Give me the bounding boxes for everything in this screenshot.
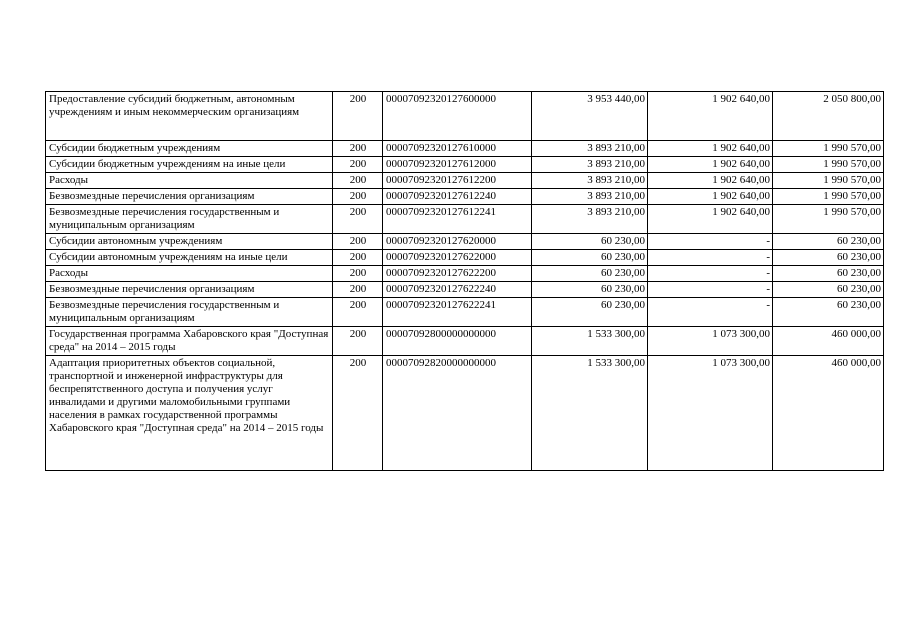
row-value-1: 3 893 210,00 xyxy=(532,173,648,189)
row-code: 200 xyxy=(333,141,383,157)
row-value-2: 1 902 640,00 xyxy=(648,141,773,157)
row-value-3: 60 230,00 xyxy=(773,298,884,327)
table-row xyxy=(46,266,884,282)
row-value-1: 60 230,00 xyxy=(532,234,648,250)
row-csr: 00007092320127612000 xyxy=(383,157,532,173)
row-code: 200 xyxy=(333,266,383,282)
table-row xyxy=(46,205,884,234)
row-name: Расходы xyxy=(46,173,333,189)
row-code: 200 xyxy=(333,234,383,250)
row-value-3: 1 990 570,00 xyxy=(773,173,884,189)
row-csr: 00007092320127600000 xyxy=(383,92,532,141)
row-value-2: 1 902 640,00 xyxy=(648,189,773,205)
table-row xyxy=(46,92,884,141)
row-value-1: 60 230,00 xyxy=(532,282,648,298)
row-name: Государственная программа Хабаровского края "Доступная среда" на 2014 – 2015 годы xyxy=(46,327,333,356)
row-csr: 00007092320127612200 xyxy=(383,173,532,189)
row-value-1: 60 230,00 xyxy=(532,266,648,282)
table-row xyxy=(46,298,884,327)
row-value-2: - xyxy=(648,250,773,266)
row-name: Предоставление субсидий бюджетным, автономным учреждениям и иным некоммерческим организациям xyxy=(46,92,333,141)
row-value-1: 60 230,00 xyxy=(532,250,648,266)
row-name: Безвозмездные перечисления организациям xyxy=(46,189,333,205)
row-value-3: 460 000,00 xyxy=(773,356,884,471)
row-csr: 00007092820000000000 xyxy=(383,356,532,471)
row-name: Расходы xyxy=(46,266,333,282)
row-csr: 00007092320127622241 xyxy=(383,298,532,327)
row-value-1: 3 953 440,00 xyxy=(532,92,648,141)
row-value-1: 3 893 210,00 xyxy=(532,157,648,173)
row-csr: 00007092320127610000 xyxy=(383,141,532,157)
row-value-2: 1 902 640,00 xyxy=(648,157,773,173)
table-row xyxy=(46,141,884,157)
row-value-3: 460 000,00 xyxy=(773,327,884,356)
row-code: 200 xyxy=(333,189,383,205)
row-code: 200 xyxy=(333,282,383,298)
table-row xyxy=(46,250,884,266)
row-name: Субсидии бюджетным учреждениям на иные цели xyxy=(46,157,333,173)
row-code: 200 xyxy=(333,92,383,141)
row-name: Безвозмездные перечисления государственным и муниципальным организациям xyxy=(46,205,333,234)
row-value-2: 1 073 300,00 xyxy=(648,327,773,356)
table-row xyxy=(46,234,884,250)
row-value-3: 60 230,00 xyxy=(773,266,884,282)
row-csr: 00007092320127622200 xyxy=(383,266,532,282)
row-name: Адаптация приоритетных объектов социальной, транспортной и инженерной инфраструктуры для беспрепятственного доступа и получения услуг инвалидами и другими маломобильными группами населения в рамках государственной программы Хабаровского края "Доступная среда" на 2014 – 2015 годы xyxy=(46,356,333,471)
row-csr: 00007092320127620000 xyxy=(383,234,532,250)
row-value-2: - xyxy=(648,234,773,250)
row-value-2: - xyxy=(648,298,773,327)
row-value-3: 60 230,00 xyxy=(773,250,884,266)
row-name: Субсидии бюджетным учреждениям xyxy=(46,141,333,157)
table-row xyxy=(46,157,884,173)
row-value-3: 1 990 570,00 xyxy=(773,205,884,234)
row-code: 200 xyxy=(333,157,383,173)
row-code: 200 xyxy=(333,205,383,234)
row-value-3: 2 050 800,00 xyxy=(773,92,884,141)
row-value-1: 3 893 210,00 xyxy=(532,205,648,234)
row-value-3: 60 230,00 xyxy=(773,282,884,298)
row-csr: 00007092320127622240 xyxy=(383,282,532,298)
table-row xyxy=(46,282,884,298)
table-row xyxy=(46,327,884,356)
table-row xyxy=(46,189,884,205)
row-value-2: 1 902 640,00 xyxy=(648,92,773,141)
row-csr: 00007092800000000000 xyxy=(383,327,532,356)
table-row xyxy=(46,356,884,471)
budget-table xyxy=(45,91,884,471)
row-value-2: - xyxy=(648,266,773,282)
row-code: 200 xyxy=(333,356,383,471)
row-value-3: 1 990 570,00 xyxy=(773,141,884,157)
row-value-2: 1 902 640,00 xyxy=(648,173,773,189)
row-value-1: 60 230,00 xyxy=(532,298,648,327)
row-csr: 00007092320127612241 xyxy=(383,205,532,234)
row-value-2: 1 902 640,00 xyxy=(648,205,773,234)
row-name: Субсидии автономным учреждениям xyxy=(46,234,333,250)
row-name: Безвозмездные перечисления организациям xyxy=(46,282,333,298)
row-name: Безвозмездные перечисления государственным и муниципальным организациям xyxy=(46,298,333,327)
row-code: 200 xyxy=(333,298,383,327)
row-value-3: 60 230,00 xyxy=(773,234,884,250)
row-value-1: 3 893 210,00 xyxy=(532,141,648,157)
row-value-1: 1 533 300,00 xyxy=(532,356,648,471)
row-csr: 00007092320127622000 xyxy=(383,250,532,266)
row-code: 200 xyxy=(333,250,383,266)
row-name: Субсидии автономным учреждениям на иные цели xyxy=(46,250,333,266)
row-value-3: 1 990 570,00 xyxy=(773,189,884,205)
row-value-1: 3 893 210,00 xyxy=(532,189,648,205)
row-code: 200 xyxy=(333,327,383,356)
row-csr: 00007092320127612240 xyxy=(383,189,532,205)
row-value-3: 1 990 570,00 xyxy=(773,157,884,173)
row-value-2: 1 073 300,00 xyxy=(648,356,773,471)
row-value-1: 1 533 300,00 xyxy=(532,327,648,356)
table-row xyxy=(46,173,884,189)
row-code: 200 xyxy=(333,173,383,189)
row-value-2: - xyxy=(648,282,773,298)
